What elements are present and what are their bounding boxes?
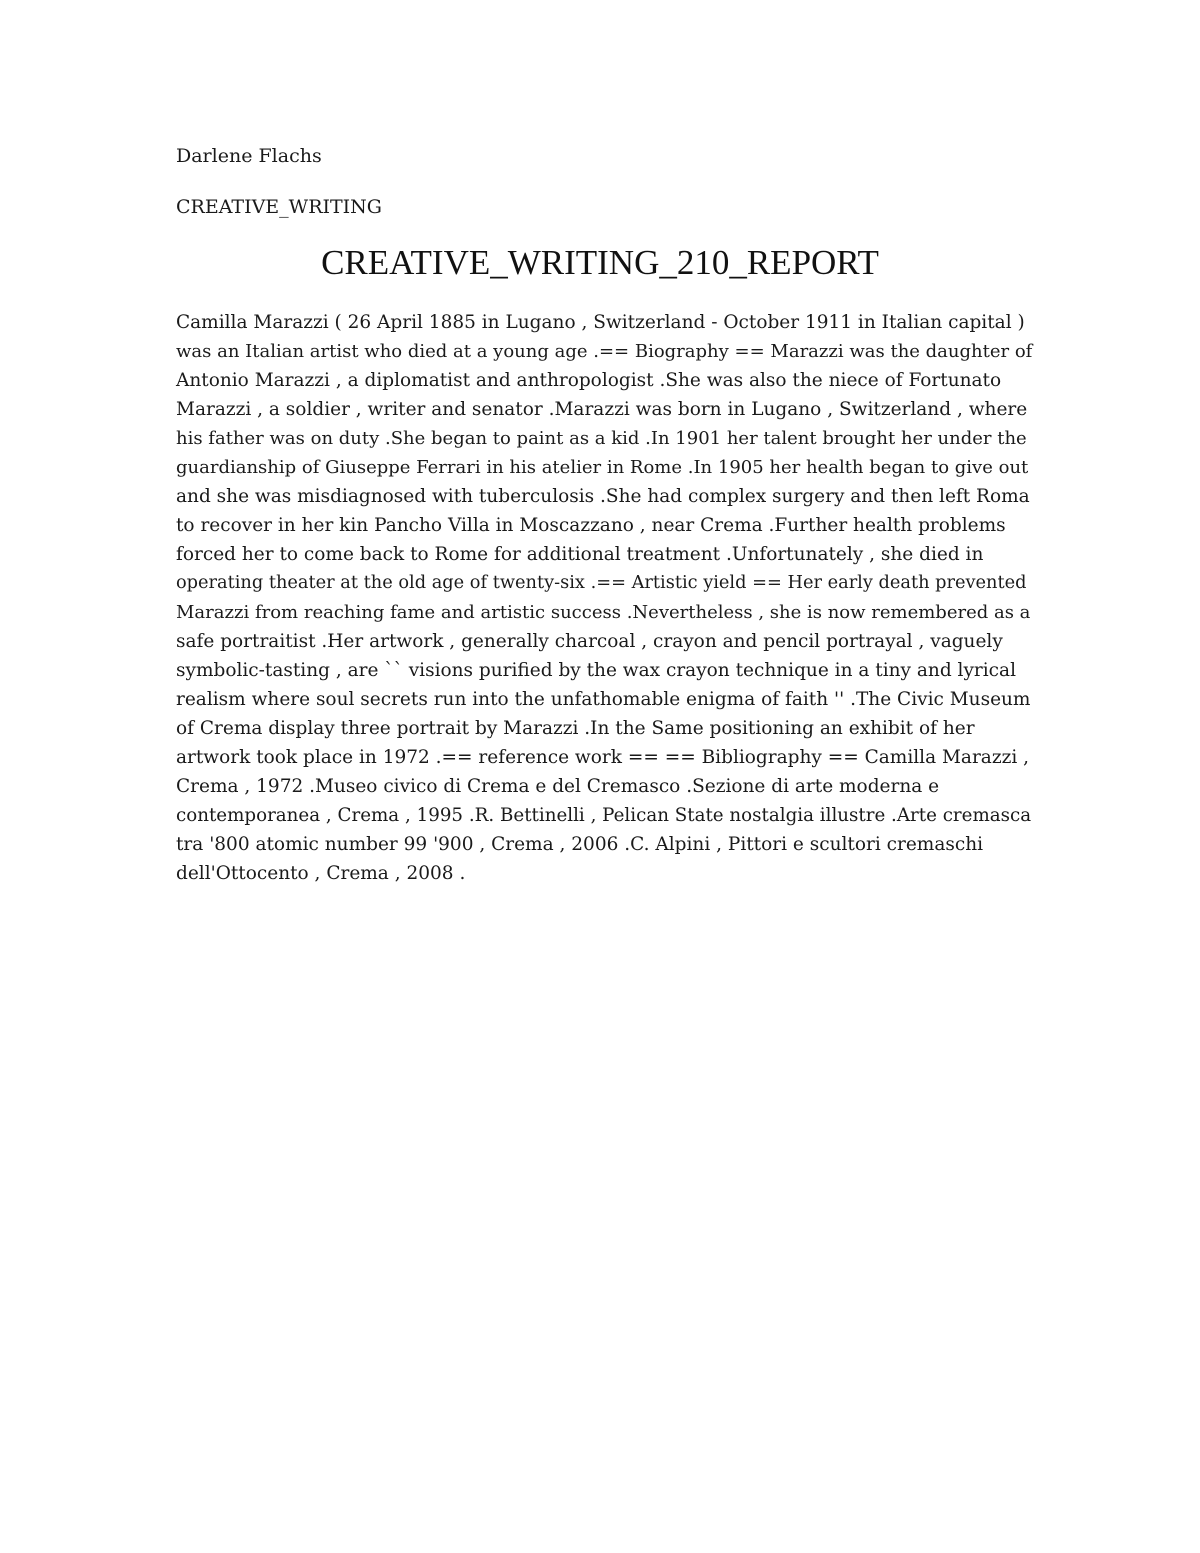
body-line: Antonio Marazzi , a diplomatist and anthropologist .She was also the niece of Fortunato bbox=[176, 370, 1002, 391]
body-line: of Crema display three portrait by Marazzi .In the Same positioning an exhibit of her bbox=[176, 718, 975, 739]
body-line: Marazzi , a soldier , writer and senator .Marazzi was born in Lugano , Switzerland , where bbox=[176, 399, 1028, 420]
body-line: dell'Ottocento , Crema , 2008 . bbox=[176, 863, 466, 884]
course-name: CREATIVE_WRITING bbox=[176, 196, 382, 218]
body-line: symbolic-tasting , are `` visions purified by the wax crayon technique in a tiny and lyrical bbox=[176, 660, 1016, 681]
body-line: operating theater at the old age of twenty-six .== Artistic yield == Her early death prevented bbox=[176, 573, 1027, 593]
body-line: Marazzi from reaching fame and artistic success .Nevertheless , she is now remembered as a bbox=[176, 602, 1031, 623]
body-line: and she was misdiagnosed with tuberculosis .She had complex surgery and then left Roma bbox=[176, 486, 1030, 507]
body-line: tra '800 atomic number 99 '900 , Crema , 2006 .C. Alpini , Pittori e scultori cremaschi bbox=[176, 834, 984, 855]
body-line: guardianship of Giuseppe Ferrari in his atelier in Rome .In 1905 her health began to give out bbox=[176, 457, 1029, 478]
body-line: safe portraitist .Her artwork , generally charcoal , crayon and pencil portrayal , vaguely bbox=[176, 631, 1003, 652]
body-line: artwork took place in 1972 .== reference work == == Bibliography == Camilla Marazzi , bbox=[176, 747, 1030, 768]
document-title: CREATIVE_WRITING_210_REPORT bbox=[321, 243, 879, 282]
author-name: Darlene Flachs bbox=[176, 145, 322, 167]
body-line: Crema , 1972 .Museo civico di Crema e del Cremasco .Sezione di arte moderna e bbox=[176, 776, 940, 797]
body-line: to recover in her kin Pancho Villa in Moscazzano , near Crema .Further health problems bbox=[176, 515, 1006, 536]
body-paragraph bbox=[176, 308, 1036, 888]
body-line: forced her to come back to Rome for additional treatment .Unfortunately , she died in bbox=[176, 544, 984, 565]
body-line: contemporanea , Crema , 1995 .R. Bettinelli , Pelican State nostalgia illustre .Arte cremasca bbox=[176, 805, 1032, 826]
body-line: Camilla Marazzi ( 26 April 1885 in Lugano , Switzerland - October 1911 in Italian capital ) bbox=[176, 312, 1025, 333]
body-line: realism where soul secrets run into the unfathomable enigma of faith '' .The Civic Museum bbox=[176, 689, 1031, 710]
body-line: his father was on duty .She began to paint as a kid .In 1901 her talent brought her under the bbox=[176, 428, 1027, 449]
body-line: was an Italian artist who died at a young age .== Biography == Marazzi was the daughter of bbox=[176, 341, 1033, 362]
